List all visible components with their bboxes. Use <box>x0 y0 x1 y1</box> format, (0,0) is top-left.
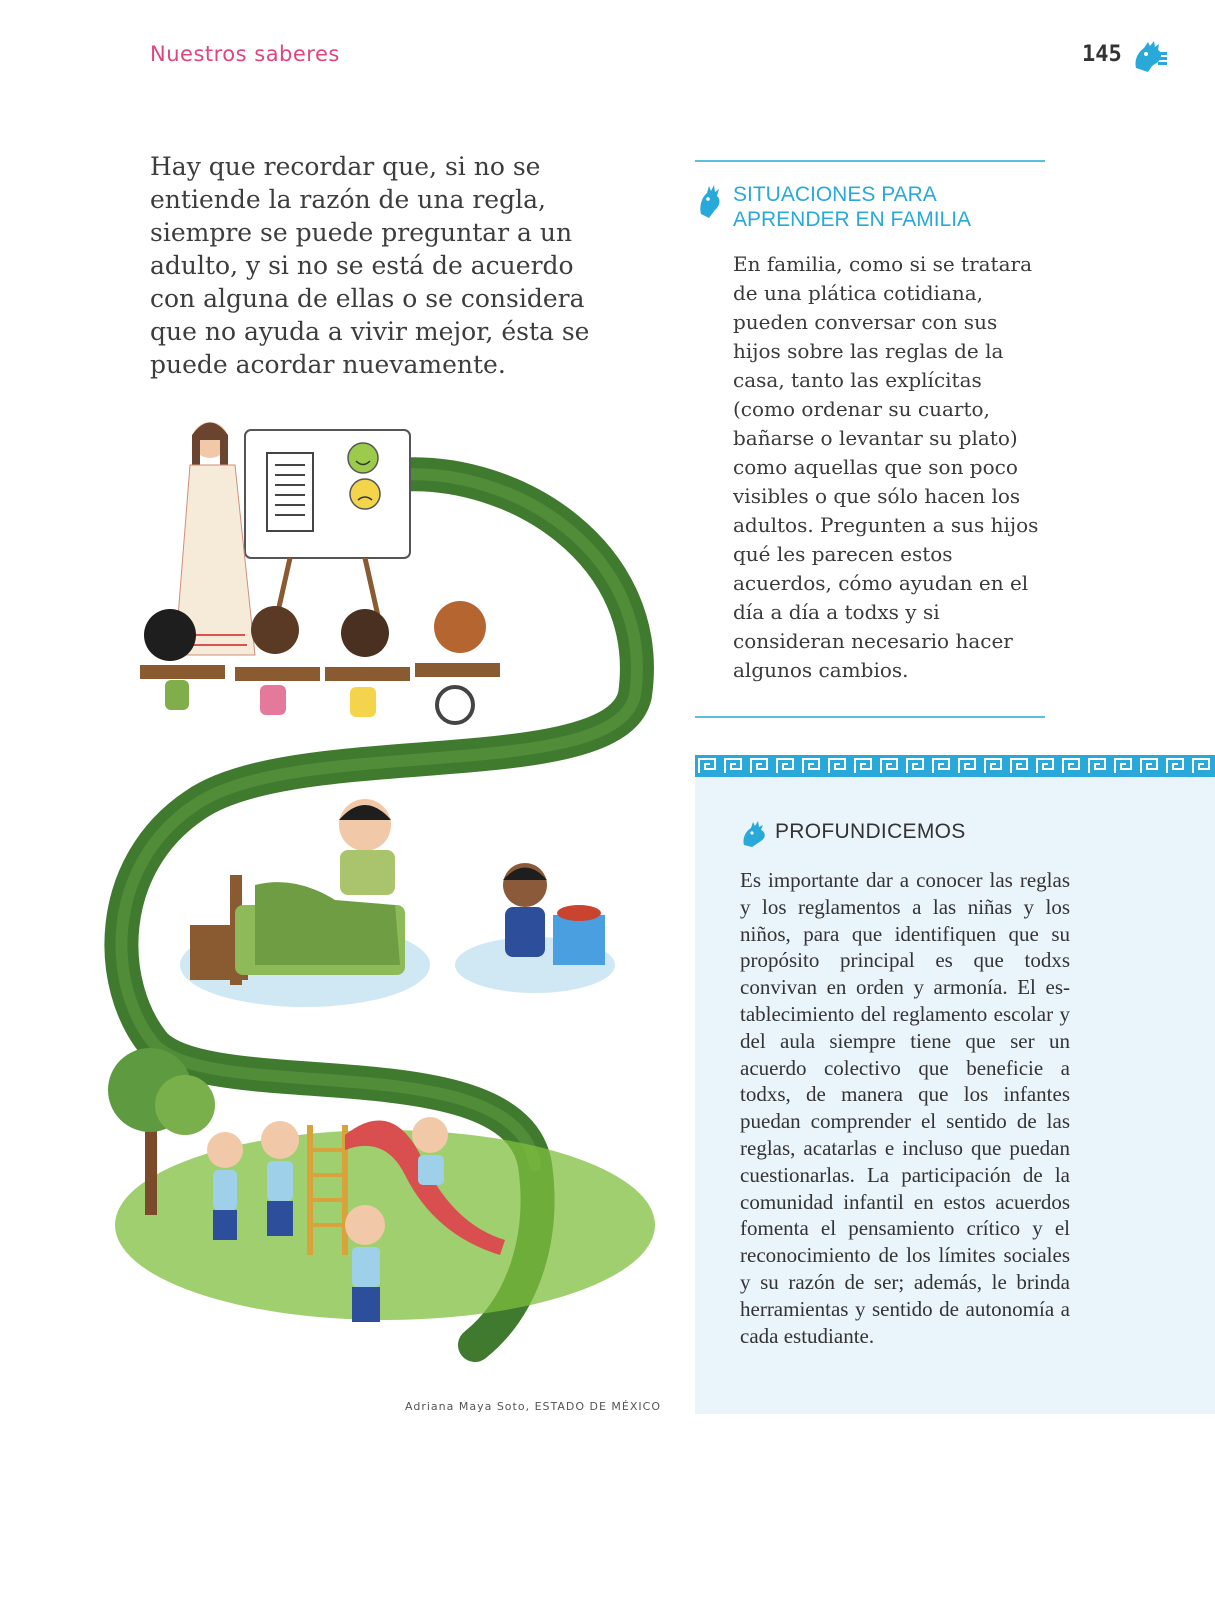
section-title: Nuestros saberes <box>150 42 340 66</box>
hand-logo-icon <box>695 182 725 218</box>
intro-paragraph: Hay que recordar que, si no se entiende la razón de una regla, siempre se puede preguntar a un adulto, y si no se está de acuerdo con alguna de ellas o se considera que no ayuda a vivir mejor, ésta se puede acordar nuevamente. <box>150 152 590 379</box>
profundicemos-box <box>695 777 1215 1414</box>
profundicemos-title: PROFUNDICEMOS <box>775 820 966 843</box>
family-box-title: SITUACIONES PARA APRENDER EN FAMILIA <box>733 183 972 231</box>
classroom-rules-illustration <box>95 405 655 1365</box>
hand-logo-icon <box>1128 38 1168 74</box>
family-situations-box <box>695 160 1045 718</box>
profundicemos-text: Es importante dar a conocer las reglas y los reglamentos a las niñas y los niños, para que identifiquen que su propósito principal es que todxs convivan en orden y armonía. El establecimiento del reglamento escolar y del aula siempre tiene que ser un acuerdo colectivo que beneficie a todxs, de manera que los infantes puedan comprender el sentido de las reglas, acatarlas e incluso que puedan cuestionarlas. La participación de la comunidad infantil en estos acuerdos fomenta el pensamiento crítico y el reconocimiento de los límites sociales y su razón de ser; además, le brinda herramientas y sentido de autonomía a cada estudiante. <box>740 868 1070 1348</box>
family-box-text: En familia, como si se tratara de una plática cotidiana, pueden conversar con sus hijos sobre las reglas de la casa, tanto las explícitas (como ordenar su cuarto, bañarse o levantar su plato) como aquellas que son poco visibles o que sólo hacen los adultos. Pregunten a sus hijos qué les parecen estos acuerdos, cómo ayudan en el día a día a todxs y si consideran necesario hacer algunos cambios. <box>733 252 1039 682</box>
hand-logo-icon <box>740 819 770 847</box>
illustration-credit: Adriana Maya Soto, ESTADO DE MÉXICO <box>405 1400 661 1413</box>
page-number: 145 <box>1082 42 1122 67</box>
decorative-border <box>695 755 1215 777</box>
